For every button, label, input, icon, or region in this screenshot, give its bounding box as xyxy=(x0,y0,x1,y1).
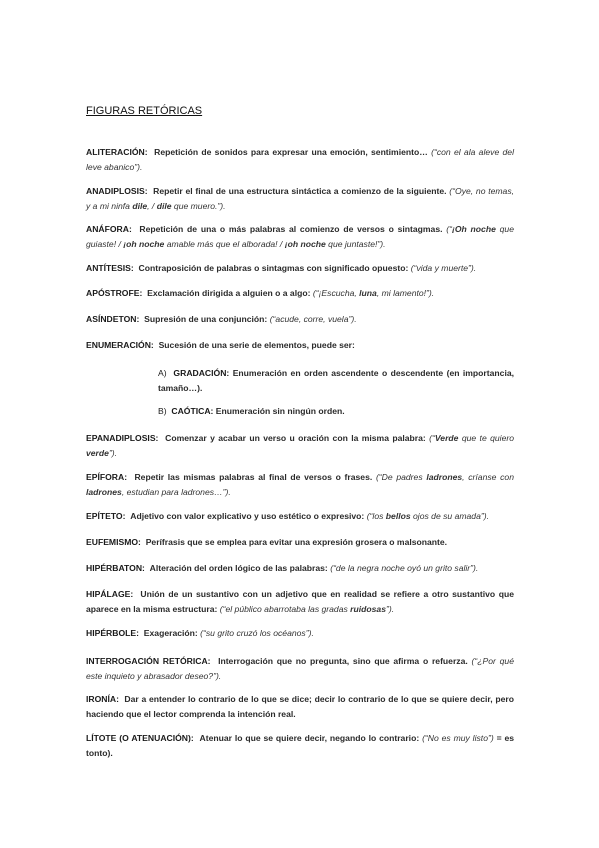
entry-litote xyxy=(86,731,514,760)
entry-example: (“¡Oh noche que guiaste! / ¡oh noche amable más que el alborada! / ¡oh noche que juntaste!”). xyxy=(86,224,514,249)
entry-definition: Sucesión de una serie de elementos, puede ser: xyxy=(158,340,355,350)
entry-term: EUFEMISMO: xyxy=(86,537,141,547)
entry-definition: Supresión de una conjunción: xyxy=(144,314,268,324)
entry-example: (“Oye, no temas, y a mi ninfa dile, / dile que muero.”). xyxy=(86,186,515,211)
entry-term: APÓSTROFE: xyxy=(86,288,143,298)
entry-definition: Repetición de sonidos para expresar una emoción, sentimiento… xyxy=(154,147,428,157)
entry-term: EPÍFORA: xyxy=(86,472,128,482)
entry-definition: Atenuar lo que se quiere decir, negando lo contrario: xyxy=(199,733,420,743)
entry-definition: Exageración: xyxy=(143,628,198,638)
entry-epifora xyxy=(86,470,514,499)
entry-term: HIPÉRBOLE: xyxy=(86,628,139,638)
entry-term: EPÍTETO: xyxy=(86,511,126,521)
entry-definition: Perífrasis que se emplea para evitar una expresión grosera o malsonante. xyxy=(145,537,448,547)
entry-example: (“el público abarrotaba las gradas ruidosas”). xyxy=(219,603,395,614)
entry-term: HIPÁLAGE: xyxy=(86,589,134,599)
entry-example: (“su grito cruzó los océanos”). xyxy=(200,628,314,638)
entry-example: (“¡Escucha, luna, mi lamento!”). xyxy=(312,288,435,298)
entry-example: (“acude, corre, vuela”). xyxy=(269,314,357,324)
entry-term: INTERROGACIÓN RETÓRICA: xyxy=(86,656,211,666)
entry-definition: Contraposición de palabras o sintagmas con significado opuesto: xyxy=(138,263,409,273)
entry-example: (“los bellos ojos de su amada”). xyxy=(366,511,489,521)
entry-example: (“vida y muerte”). xyxy=(410,263,477,273)
entry-tail: = es tonto). xyxy=(86,733,515,758)
entry-example: (“¿Por qué este inquieto y abrasador deseo?”). xyxy=(86,656,514,681)
entry-term: ANADIPLOSIS: xyxy=(86,186,148,196)
entry-antitesis xyxy=(86,261,514,276)
entry-hipalage xyxy=(86,587,514,616)
entry-enumeracion xyxy=(86,338,514,353)
subitem-gradacion xyxy=(158,366,514,395)
entry-epanadiplosis xyxy=(86,431,514,460)
entry-hiperbaton xyxy=(86,561,514,576)
entry-term: HIPÉRBATON: xyxy=(86,563,145,573)
entry-term: ANÁFORA: xyxy=(86,224,132,234)
entry-term: LÍTOTE (O ATENUACIÓN): xyxy=(86,733,194,743)
entry-anafora xyxy=(86,222,514,251)
subitem-definition: Enumeración sin ningún orden. xyxy=(215,406,345,416)
subitem-marker: B) xyxy=(158,406,167,416)
subitem-definition: Enumeración en orden ascendente o descendente (en importancia, tamaño…). xyxy=(158,368,514,393)
entry-definition: Dar a entender lo contrario de lo que se dice; decir lo contrario de lo que se quiere decir, pero haciendo que el lector comprenda la intención real. xyxy=(86,694,514,719)
entry-interrogacion-retorica xyxy=(86,654,514,683)
entry-term: EPANADIPLOSIS: xyxy=(86,433,159,443)
entry-definition: Repetir las mismas palabras al final de versos o frases. xyxy=(134,472,373,482)
entry-hiperbole xyxy=(86,626,514,641)
entry-apostrofe xyxy=(86,286,514,301)
entry-asindeton xyxy=(86,312,514,327)
subitem-term: CAÓTICA: xyxy=(171,406,214,416)
subitem-term: GRADACIÓN: xyxy=(173,368,230,378)
entry-example: (“de la negra noche oyó un grito salir”). xyxy=(330,563,479,573)
entry-eufemismo xyxy=(86,535,514,550)
entry-definition: Comenzar y acabar un verso u oración con la misma palabra: xyxy=(165,433,426,443)
entry-term: ANTÍTESIS: xyxy=(86,263,134,273)
entry-example: (“Verde que te quiero verde”). xyxy=(86,433,514,458)
entry-definition: Unión de un sustantivo con un adjetivo que en realidad se refiere a otro sustantivo que aparece en la misma estructura: xyxy=(86,589,514,614)
entry-definition: Adjetivo con valor explicativo y uso estético o expresivo: xyxy=(130,511,365,521)
entry-definition: Repetir el final de una estructura sintáctica a comienzo de la siguiente. xyxy=(153,186,447,196)
entry-term: ENUMERACIÓN: xyxy=(86,340,154,350)
entry-term: ASÍNDETON: xyxy=(86,314,140,324)
entry-example: (“De padres ladrones, críanse con ladrones, estudian para ladrones…”). xyxy=(86,472,514,497)
entry-term: ALITERACIÓN: xyxy=(86,147,148,157)
entry-example: (“con el ala aleve del leve abanico”). xyxy=(86,147,514,172)
entry-example: (“No es muy listo”) xyxy=(422,733,494,743)
entry-anadiplosis xyxy=(86,184,514,213)
entry-definition: Interrogación que no pregunta, sino que afirma o refuerza. xyxy=(218,656,468,666)
subitem-caotica xyxy=(158,404,514,419)
entry-aliteracion xyxy=(86,145,514,174)
subitem-marker: A) xyxy=(158,368,167,378)
entry-definition: Alteración del orden lógico de las palabras: xyxy=(149,563,328,573)
page-title: FIGURAS RETÓRICAS xyxy=(86,105,203,117)
entry-definition: Repetición de una o más palabras al comienzo de versos o sintagmas. xyxy=(139,224,443,234)
entry-term: IRONÍA: xyxy=(86,694,119,704)
entry-definition: Exclamación dirigida a alguien o a algo: xyxy=(147,288,311,298)
entry-ironia xyxy=(86,692,514,721)
entry-epiteto xyxy=(86,509,514,524)
